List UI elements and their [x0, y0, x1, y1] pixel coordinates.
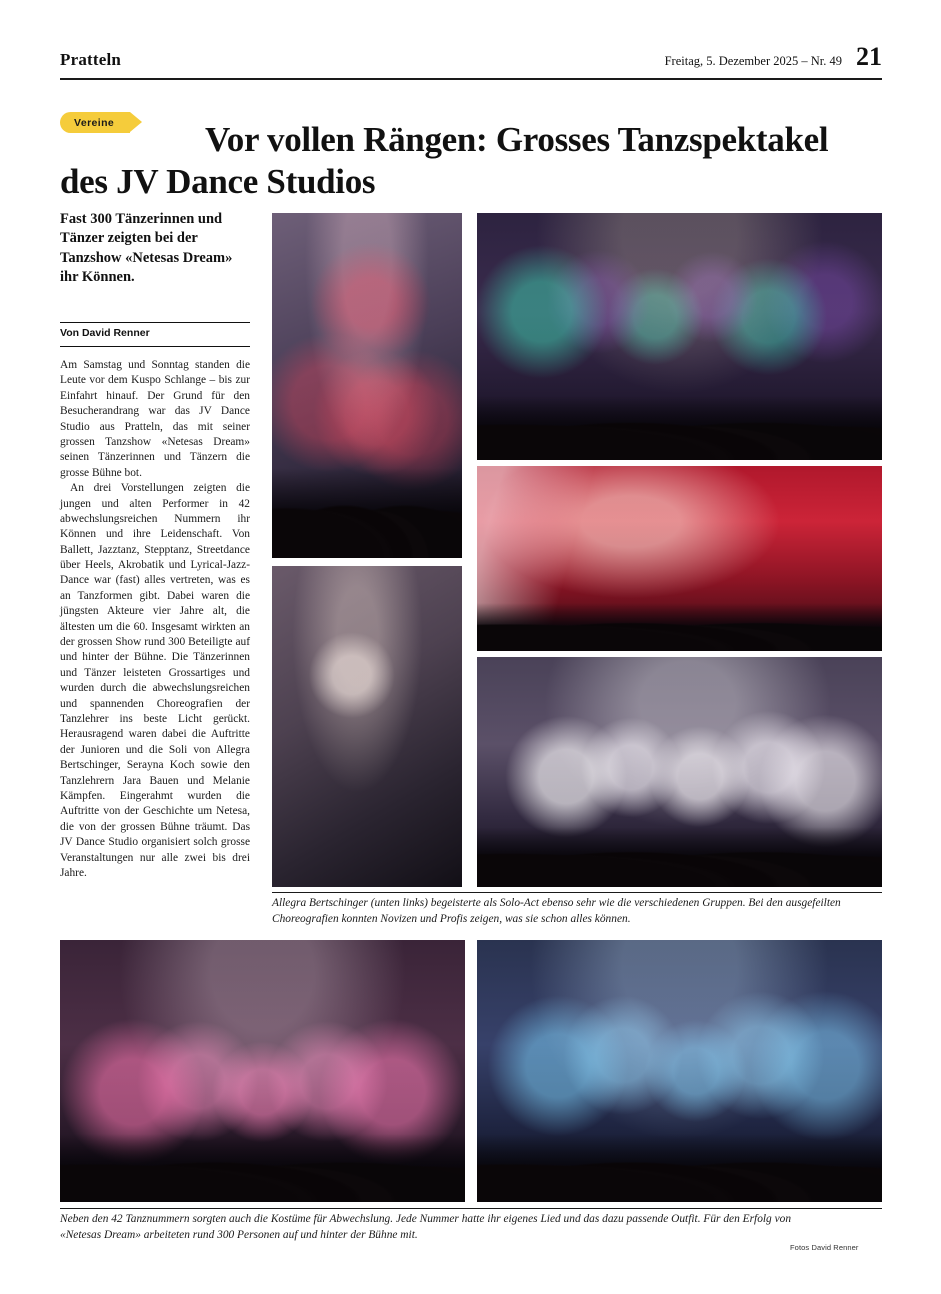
page-number: 21	[856, 42, 882, 71]
masthead	[60, 44, 882, 70]
photo-image	[272, 566, 462, 887]
caption-rule-lower	[60, 1208, 882, 1209]
audience-silhouettes	[60, 1134, 465, 1202]
photo-pompom-group	[477, 213, 882, 460]
article-lead: Fast 300 Tänzerinnen und Tänzer zeigten bei der Tanzshow «Netesas Dream» ihr Können.	[60, 211, 233, 286]
page-title: Vor vollen Rängen: Grosses Tanzspektakel des JV Dance Studios	[60, 120, 829, 201]
photo-blue-sparkle-group	[477, 940, 882, 1202]
audience-silhouettes	[477, 827, 882, 887]
photo-solo-dancer	[272, 566, 462, 887]
photo-credit: Fotos David Renner	[790, 1243, 859, 1252]
masthead-right	[665, 44, 882, 70]
photo-acrobatic-pyramid	[272, 213, 462, 558]
issue-date: Freitag, 5. Dezember 2025 – Nr. 49	[664, 54, 842, 68]
caption-rule-upper	[272, 892, 882, 893]
audience-silhouettes	[477, 603, 882, 651]
body-paragraph: Am Samstag und Sonntag standen die Leute vor dem Kuspo Schlange – bis zur Einfahrt hinauf. Der Grund für den Besucherandrang war das JV Dance Studio aus Pratteln, das mit seiner grossen Tanzshow «Netesas Dream» seinen Tänzerinnen und Tänzern die grosse Bühne bot.	[60, 359, 250, 479]
header-divider	[60, 78, 882, 80]
photo-white-dresses-group	[477, 657, 882, 887]
photo-pink-tutus	[60, 940, 465, 1202]
audience-silhouettes	[477, 396, 882, 460]
photo-red-stage-wide	[477, 466, 882, 651]
byline-rule-bottom	[60, 346, 250, 347]
byline-rule-top	[60, 322, 250, 323]
category-badge: Vereine	[60, 112, 130, 133]
caption-lower: Neben den 42 Tanznummern sorgten auch die Kostüme für Abwechslung. Jede Nummer hatte ihr eigenes Lied und das dazu passende Outfit. Für den Erfolg von «Netesas Dream» arbeiteten rund 300 Personen auf und hinter der Bühne mit.	[60, 1213, 792, 1241]
audience-silhouettes	[477, 1134, 882, 1202]
caption-upper: Allegra Bertschinger (unten links) begeisterte als Solo-Act ebenso sehr wie die verschiedenen Gruppen. Bei den ausgefeilten Choreografien konnten Novizen und Profis zeigen, was sie schon alles können.	[272, 897, 841, 925]
article-body	[60, 358, 250, 881]
body-paragraph: An drei Vorstellungen zeigten die jungen und alten Performer in 42 abwechslungsreichen Nummern ihr Können und ihre Leidenschaft. Von Ballett, Jazztanz, Stepptanz, Streetdance über Heels, Akrobatik und Lyrical-Jazz-Dance war (fast) alles vertreten, was es an Tanzformen gibt. Dabei waren die jüngsten Akteure vier Jahre alt, die ältesten um die 60. Insgesamt wirkten an der grossen Show rund 300 Beteiligte auf und hinter der Bühne. Die Tänzerinnen und Tänzer leisteten Grossartiges und wurden durch die abwechslungsreichen und spannenden Choreografien der Tanzlehrer ins beste Licht gerückt. Herausragend waren dabei die Auftritte der Junioren und die Soli von Allegra Bertschinger, Serayna Koch sowie den Tanzlehrern Jara Bauen und Melanie Kämpfen. Eingerahmt wurden die Auftritte von der Geschichte um Netesa, die von der grossen Bühne träumt. Das JV Dance Studio organisiert solch grosse Veranstaltungen nur alle zwei bis drei Jahre.	[60, 482, 250, 879]
section-name: Pratteln	[60, 50, 122, 69]
article-byline: Von David Renner	[60, 327, 150, 339]
audience-silhouettes	[272, 468, 462, 558]
